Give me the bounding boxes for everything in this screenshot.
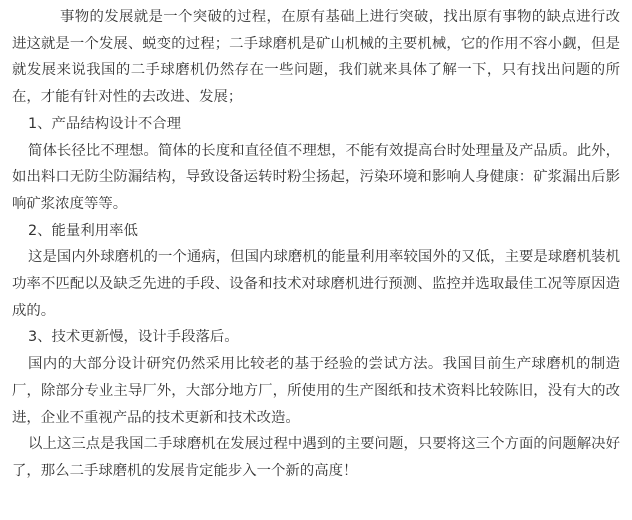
problem-1-paragraph: 简体长径比不理想。简体的长度和直径值不理想，不能有效提高台时处理量及产品质。此外，如出料口无防尘防漏结构，导致设备运转时粉尘扬起，污染环境和影响人身健康：矿浆漏出后影响矿浆浓度等等。 <box>12 142 620 212</box>
problem-3-paragraph: 国内的大部分设计研究仍然采用比较老的基于经验的尝试方法。我国目前生产球磨机的制造厂，除部分专业主导厂外，大部分地方厂，所使用的生产图纸和技术资料比较陈旧，没有大的改进，企业不重视产品的技术更新和技术改造。 <box>12 356 620 426</box>
problem-2-paragraph: 这是国内外球磨机的一个通病，但国内球磨机的能量利用率较国外的又低，主要是球磨机装机功率不匹配以及缺乏先进的手段、设备和技术对球磨机进行预测、监控并选取最佳工况等原因造成的。 <box>12 249 620 319</box>
problem-3-heading: 3、技术更新慢，设计手段落后。 <box>28 329 239 346</box>
conclusion-paragraph: 以上这三点是我国二手球磨机在发展过程中遇到的主要问题，只要将这三个方面的问题解决好了，那么二手球磨机的发展肯定能步入一个新的高度！ <box>12 436 620 479</box>
intro-paragraph: 事物的发展就是一个突破的过程，在原有基础上进行突破，找出原有事物的缺点进行改进这就是一个发展、蜕变的过程；二手球磨机是矿山机械的主要机械，它的作用不容小觑，但是就发展来说我国的二手球磨机仍然存在一些问题，我们就来具体了解一下，只有找出问题的所在，才能有针对性的去改进、发展； <box>12 9 620 106</box>
problem-2-heading: 2、能量利用率低 <box>28 222 138 239</box>
problem-1-heading: 1、产品结构设计不合理 <box>28 115 182 132</box>
article-body <box>12 4 620 485</box>
